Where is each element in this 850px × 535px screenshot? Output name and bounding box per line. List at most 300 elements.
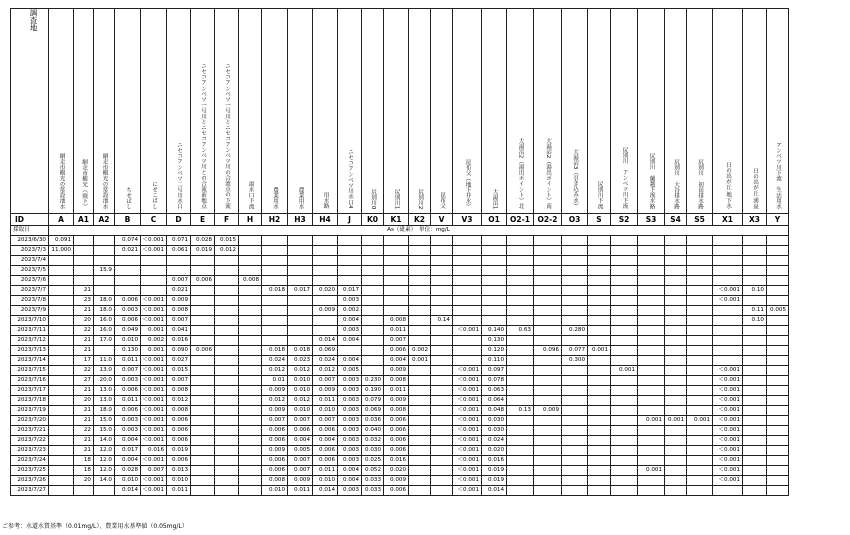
measurement-cell	[49, 436, 74, 446]
measurement-cell	[191, 366, 215, 376]
measurement-cell	[409, 406, 431, 416]
measurement-cell	[482, 306, 507, 316]
measurement-cell	[743, 246, 767, 256]
measurement-cell: 0.009	[167, 296, 191, 306]
measurement-cell: 0.003	[338, 456, 362, 466]
measurement-cell: 0.001	[409, 356, 431, 366]
measurement-cell	[215, 456, 239, 466]
measurement-cell: 0.003	[115, 376, 141, 386]
measurement-cell: 0.028	[115, 466, 141, 476]
measurement-cell	[49, 286, 74, 296]
measurement-cell	[638, 366, 665, 376]
measurement-cell	[638, 386, 665, 396]
sampling-date: 2023/7/5	[11, 266, 49, 276]
measurement-cell: 0.008	[239, 276, 262, 286]
sampling-date: 2023/6/30	[11, 236, 49, 246]
sampling-date: 2023/7/17	[11, 386, 49, 396]
site-name-text: 網走市観光の常設池水	[101, 153, 108, 209]
measurement-cell	[665, 466, 687, 476]
measurement-cell	[338, 346, 362, 356]
measurement-cell	[239, 336, 262, 346]
measurement-cell	[453, 246, 482, 256]
measurement-cell	[49, 326, 74, 336]
measurement-cell: 0.003	[115, 306, 141, 316]
measurement-cell: 0.004	[338, 336, 362, 346]
site-name-text: 網走市観光（雨下）	[81, 158, 87, 209]
measurement-cell	[611, 396, 638, 406]
measurement-cell	[534, 356, 562, 366]
measurement-cell	[262, 276, 288, 286]
measurement-cell	[262, 246, 288, 256]
data-row	[11, 456, 789, 466]
measurement-cell	[431, 356, 453, 366]
measurement-cell	[687, 456, 713, 466]
measurement-cell	[507, 366, 534, 376]
measurement-cell	[362, 356, 384, 366]
measurement-cell	[453, 316, 482, 326]
measurement-cell: 0.078	[482, 376, 507, 386]
measurement-cell	[431, 246, 453, 256]
measurement-cell: ＜0.001	[141, 356, 167, 366]
measurement-cell	[767, 396, 789, 406]
measurement-cell	[767, 476, 789, 486]
measurement-cell	[453, 266, 482, 276]
measurement-cell: 0.008	[167, 406, 191, 416]
measurement-cell	[431, 346, 453, 356]
measurement-cell	[687, 426, 713, 436]
measurement-cell: 0.012	[288, 396, 313, 406]
measurement-cell	[239, 286, 262, 296]
data-row	[11, 356, 789, 366]
measurement-cell	[215, 276, 239, 286]
measurement-cell: 0.001	[141, 326, 167, 336]
measurement-cell: 0.009	[534, 406, 562, 416]
measurement-cell	[588, 286, 611, 296]
measurement-cell	[191, 416, 215, 426]
measurement-cell: 0.012	[262, 366, 288, 376]
measurement-cell	[638, 376, 665, 386]
measurement-cell	[611, 286, 638, 296]
measurement-cell: ＜0.001	[453, 436, 482, 446]
measurement-cell: 0.019	[482, 466, 507, 476]
measurement-cell: 0.001	[665, 416, 687, 426]
measurement-cell	[562, 436, 588, 446]
measurement-cell: 0.004	[338, 316, 362, 326]
site-id-cell: X1	[713, 214, 743, 226]
measurement-cell: 0.020	[384, 466, 409, 476]
measurement-cell: 0.003	[338, 486, 362, 496]
measurement-cell	[767, 276, 789, 286]
measurement-cell: ＜0.001	[713, 426, 743, 436]
measurement-cell	[115, 256, 141, 266]
measurement-cell: ＜0.001	[141, 476, 167, 486]
measurement-cell	[239, 396, 262, 406]
measurement-cell	[767, 366, 789, 376]
measurement-cell	[743, 386, 767, 396]
measurement-cell	[191, 356, 215, 366]
measurement-cell: 0.006	[313, 456, 338, 466]
measurement-cell	[49, 406, 74, 416]
arsenic-survey-table-container	[10, 8, 789, 496]
measurement-cell	[665, 246, 687, 256]
measurement-cell: 12.0	[94, 456, 115, 466]
measurement-cell: 0.017	[115, 446, 141, 456]
measurement-cell	[239, 446, 262, 456]
measurement-cell: ＜0.001	[141, 236, 167, 246]
measurement-cell	[687, 246, 713, 256]
sampling-date: 2023/7/21	[11, 426, 49, 436]
measurement-cell	[239, 356, 262, 366]
sampling-date: 2023/7/12	[11, 336, 49, 346]
measurement-cell	[191, 306, 215, 316]
measurement-cell	[687, 326, 713, 336]
measurement-cell	[482, 316, 507, 326]
measurement-cell	[767, 446, 789, 456]
measurement-cell: 0.012	[167, 396, 191, 406]
measurement-cell	[507, 276, 534, 286]
measurement-cell: 0.074	[115, 236, 141, 246]
data-row	[11, 346, 789, 356]
measurement-cell	[431, 366, 453, 376]
measurement-cell: 0.041	[167, 326, 191, 336]
measurement-cell	[665, 266, 687, 276]
measurement-cell: 0.009	[262, 446, 288, 456]
measurement-cell: 0.014	[313, 336, 338, 346]
measurement-cell: 0.052	[362, 466, 384, 476]
measurement-cell: ＜0.001	[141, 376, 167, 386]
site-name-header	[507, 9, 534, 214]
measurement-cell	[687, 306, 713, 316]
measurement-cell: 0.023	[288, 356, 313, 366]
measurement-cell: 0.006	[167, 416, 191, 426]
measurement-cell	[362, 326, 384, 336]
site-id-cell: H2	[262, 214, 288, 226]
measurement-cell	[239, 416, 262, 426]
site-id-cell: H	[239, 214, 262, 226]
data-row	[11, 296, 789, 306]
site-id-cell: A2	[94, 214, 115, 226]
site-name-header	[453, 9, 482, 214]
measurement-cell: 0.033	[362, 476, 384, 486]
measurement-cell: ＜0.001	[141, 456, 167, 466]
site-name-text: 湯水口下流	[247, 181, 254, 209]
measurement-cell	[409, 266, 431, 276]
measurement-cell	[562, 296, 588, 306]
measurement-cell	[115, 266, 141, 276]
measurement-cell: 0.008	[384, 406, 409, 416]
measurement-cell	[767, 426, 789, 436]
measurement-cell: 0.008	[262, 476, 288, 486]
measurement-cell	[94, 286, 115, 296]
site-name-header	[115, 9, 141, 214]
data-row	[11, 306, 789, 316]
measurement-cell: ＜0.001	[713, 416, 743, 426]
measurement-cell	[431, 446, 453, 456]
measurement-cell: 0.003	[338, 396, 362, 406]
measurement-cell	[215, 326, 239, 336]
measurement-cell	[215, 316, 239, 326]
measurement-cell: 0.012	[262, 396, 288, 406]
measurement-cell: 0.006	[191, 276, 215, 286]
measurement-cell	[49, 276, 74, 286]
measurement-cell	[638, 246, 665, 256]
measurement-cell	[409, 296, 431, 306]
data-row	[11, 256, 789, 266]
measurement-cell	[507, 246, 534, 256]
measurement-cell: 21	[74, 336, 94, 346]
measurement-cell	[94, 346, 115, 356]
measurement-cell	[588, 366, 611, 376]
measurement-cell	[562, 386, 588, 396]
site-name-text: 昆布父	[439, 192, 445, 209]
site-id-cell: S2	[611, 214, 638, 226]
measurement-cell	[638, 326, 665, 336]
measurement-cell: 0.006	[384, 446, 409, 456]
measurement-cell	[534, 266, 562, 276]
measurement-cell	[262, 236, 288, 246]
measurement-cell: 0.009	[262, 386, 288, 396]
measurement-cell: 0.007	[384, 336, 409, 346]
measurement-cell	[588, 336, 611, 346]
measurement-cell	[313, 316, 338, 326]
measurement-cell	[611, 476, 638, 486]
measurement-cell	[74, 256, 94, 266]
measurement-cell	[534, 366, 562, 376]
measurement-cell	[611, 436, 638, 446]
site-name-header	[687, 9, 713, 214]
measurement-cell: 0.007	[288, 456, 313, 466]
measurement-cell: 20	[74, 476, 94, 486]
measurement-cell	[239, 466, 262, 476]
site-name-text: 日の出が丘 地下水	[725, 162, 731, 209]
site-id-cell: H4	[313, 214, 338, 226]
measurement-cell	[713, 246, 743, 256]
measurement-cell	[588, 356, 611, 366]
measurement-cell	[431, 436, 453, 446]
site-name-text: 農業用水	[297, 186, 304, 209]
measurement-cell	[687, 476, 713, 486]
measurement-cell: 0.020	[482, 446, 507, 456]
measurement-cell	[534, 276, 562, 286]
measurement-cell	[562, 266, 588, 276]
measurement-cell: 0.300	[562, 356, 588, 366]
measurement-cell	[665, 366, 687, 376]
measurement-cell	[141, 266, 167, 276]
measurement-cell: ＜0.001	[713, 446, 743, 456]
measurement-cell: 0.004	[384, 356, 409, 366]
measurement-cell	[431, 466, 453, 476]
measurement-cell: 0.003	[338, 446, 362, 456]
site-name-header	[362, 9, 384, 214]
measurement-cell	[288, 236, 313, 246]
measurement-cell: ＜0.001	[453, 406, 482, 416]
measurement-cell	[611, 486, 638, 496]
measurement-cell	[562, 256, 588, 266]
sampling-date: 2023/7/8	[11, 296, 49, 306]
measurement-cell	[507, 436, 534, 446]
measurement-cell: 0.010	[288, 376, 313, 386]
measurement-cell	[507, 396, 534, 406]
measurement-cell	[215, 486, 239, 496]
measurement-cell	[507, 476, 534, 486]
measurement-cell	[313, 266, 338, 276]
measurement-cell	[687, 386, 713, 396]
site-name-header	[191, 9, 215, 214]
measurement-cell	[482, 246, 507, 256]
measurement-cell: 0.032	[362, 436, 384, 446]
measurement-cell: ＜0.001	[453, 376, 482, 386]
measurement-cell: 11.0	[94, 356, 115, 366]
measurement-cell: 0.006	[384, 416, 409, 426]
measurement-cell: 0.077	[562, 346, 588, 356]
measurement-cell: 0.006	[167, 426, 191, 436]
measurement-cell	[94, 486, 115, 496]
measurement-cell	[215, 296, 239, 306]
measurement-cell: 0.006	[262, 436, 288, 446]
measurement-cell	[262, 316, 288, 326]
measurement-cell: 0.006	[384, 426, 409, 436]
measurement-cell	[49, 266, 74, 276]
measurement-cell	[687, 446, 713, 456]
measurement-cell: 0.005	[338, 366, 362, 376]
measurement-cell	[215, 256, 239, 266]
measurement-cell	[713, 266, 743, 276]
measurement-cell	[191, 486, 215, 496]
measurement-cell	[687, 236, 713, 246]
measurement-cell	[191, 426, 215, 436]
measurement-cell	[384, 266, 409, 276]
measurement-cell	[431, 426, 453, 436]
measurement-cell	[534, 436, 562, 446]
measurement-cell	[431, 286, 453, 296]
measurement-cell: ＜0.001	[713, 406, 743, 416]
site-name-header	[384, 9, 409, 214]
measurement-cell: ＜0.001	[141, 296, 167, 306]
measurement-cell: 18.0	[94, 406, 115, 416]
measurement-cell: 0.030	[482, 426, 507, 436]
measurement-cell	[588, 246, 611, 256]
measurement-cell	[49, 306, 74, 316]
measurement-cell: ＜0.001	[713, 386, 743, 396]
site-name-text: ニセコアンベツ一号川とニセコアンベツ川の合流点の下流	[224, 63, 230, 209]
measurement-cell: 0.006	[262, 456, 288, 466]
measurement-cell: 0.003	[338, 386, 362, 396]
measurement-cell	[562, 486, 588, 496]
measurement-cell	[74, 236, 94, 246]
measurement-cell	[313, 256, 338, 266]
measurement-cell	[191, 476, 215, 486]
measurement-cell	[665, 426, 687, 436]
measurement-cell	[453, 286, 482, 296]
measurement-cell: 0.033	[362, 486, 384, 496]
site-id-cell: D	[167, 214, 191, 226]
measurement-cell	[767, 406, 789, 416]
measurement-cell	[743, 366, 767, 376]
measurement-cell	[611, 416, 638, 426]
measurement-cell	[262, 256, 288, 266]
measurement-cell	[191, 466, 215, 476]
measurement-cell: 0.004	[338, 356, 362, 366]
site-id-cell: A	[49, 214, 74, 226]
measurement-cell	[562, 376, 588, 386]
measurement-cell	[362, 266, 384, 276]
measurement-cell: ＜0.001	[453, 476, 482, 486]
measurement-cell: ＜0.001	[453, 466, 482, 476]
measurement-cell	[665, 296, 687, 306]
measurement-cell	[713, 486, 743, 496]
measurement-cell	[687, 406, 713, 416]
measurement-cell: 0.009	[313, 306, 338, 316]
measurement-cell: 0.027	[167, 356, 191, 366]
sampling-date: 2023/7/27	[11, 486, 49, 496]
measurement-cell	[384, 276, 409, 286]
measurement-cell	[588, 476, 611, 486]
measurement-cell	[588, 436, 611, 446]
measurement-cell: 0.069	[313, 346, 338, 356]
measurement-cell	[239, 486, 262, 496]
measurement-cell: 0.280	[562, 326, 588, 336]
site-name-text: 網走市観光の常設池水	[58, 153, 65, 209]
measurement-cell	[49, 476, 74, 486]
measurement-cell	[288, 246, 313, 256]
site-id-cell: S4	[665, 214, 687, 226]
measurement-cell	[431, 256, 453, 266]
measurement-cell: 12.0	[94, 466, 115, 476]
measurement-cell	[687, 336, 713, 346]
measurement-cell	[687, 396, 713, 406]
measurement-cell	[453, 336, 482, 346]
measurement-cell: 0.004	[288, 436, 313, 446]
measurement-cell: 0.004	[338, 476, 362, 486]
measurement-cell	[431, 486, 453, 496]
measurement-cell	[588, 316, 611, 326]
measurement-cell	[288, 296, 313, 306]
measurement-cell	[534, 376, 562, 386]
measurement-cell: 0.01	[262, 376, 288, 386]
measurement-cell	[588, 456, 611, 466]
site-name-text: 昆布父（地下井水）	[464, 158, 471, 209]
measurement-cell: 0.012	[215, 246, 239, 256]
measurement-cell: 22	[74, 366, 94, 376]
measurement-cell	[611, 296, 638, 306]
data-row	[11, 436, 789, 446]
measurement-cell	[638, 266, 665, 276]
unit-label: As（砒素） 単位：mg/L	[49, 226, 789, 236]
site-id-cell: A1	[74, 214, 94, 226]
measurement-cell	[191, 436, 215, 446]
measurement-cell	[507, 236, 534, 246]
measurement-cell: 0.010	[313, 406, 338, 416]
measurement-cell: 0.018	[262, 286, 288, 296]
measurement-cell: 20	[74, 316, 94, 326]
measurement-cell	[288, 336, 313, 346]
sampling-date: 2023/7/3	[11, 246, 49, 256]
measurement-cell	[191, 376, 215, 386]
measurement-cell: 0.049	[115, 326, 141, 336]
measurement-cell	[534, 476, 562, 486]
measurement-cell	[409, 416, 431, 426]
site-name-text: にせこばし	[151, 181, 157, 209]
measurement-cell: 0.130	[115, 346, 141, 356]
measurement-cell	[743, 376, 767, 386]
measurement-cell: 0.071	[167, 236, 191, 246]
measurement-cell	[638, 256, 665, 266]
measurement-cell: 0.003	[338, 436, 362, 446]
site-name-header-row	[11, 9, 789, 214]
measurement-cell: 21	[74, 416, 94, 426]
measurement-cell: 0.10	[743, 316, 767, 326]
measurement-cell	[743, 426, 767, 436]
